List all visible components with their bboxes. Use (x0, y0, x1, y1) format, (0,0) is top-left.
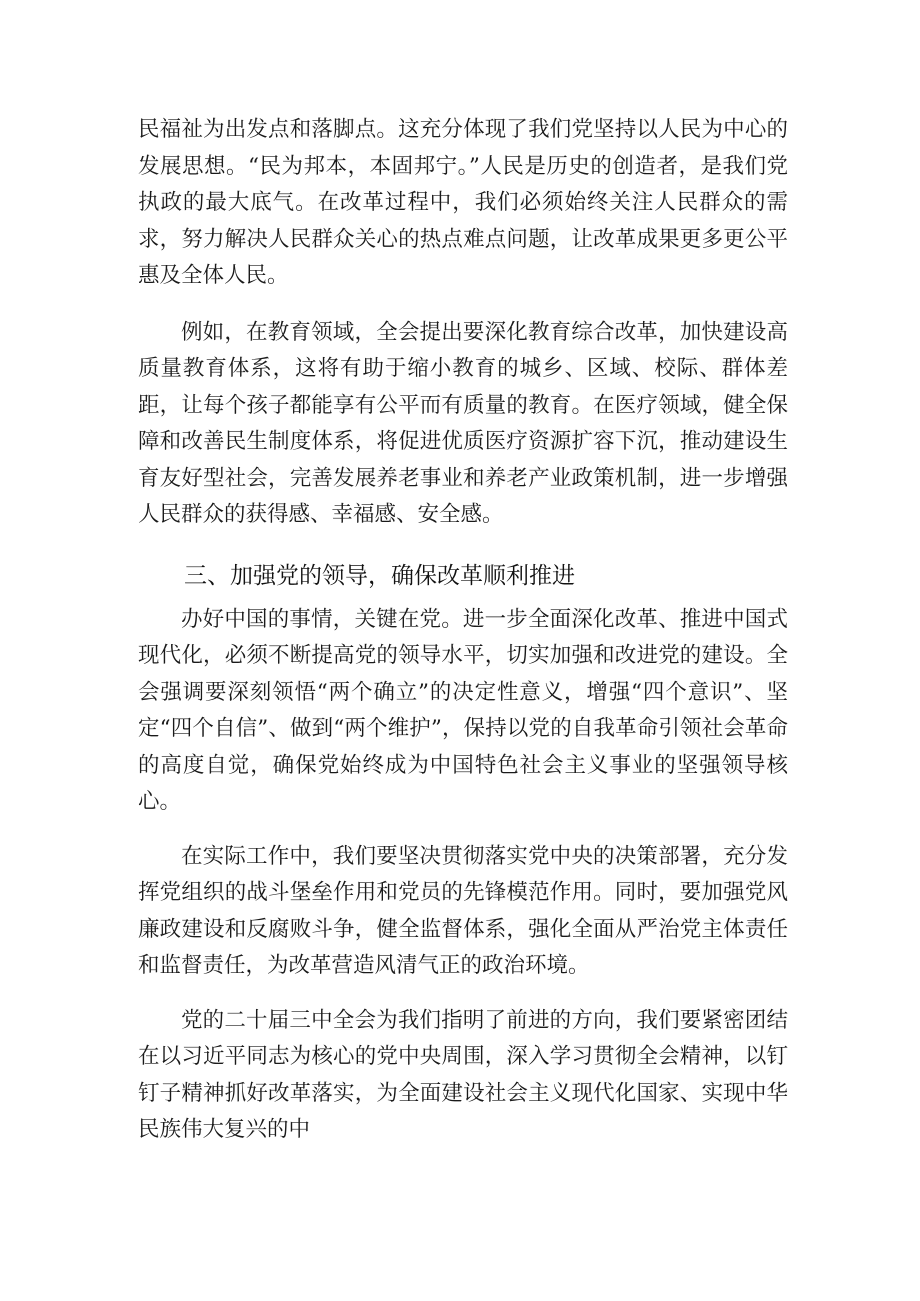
paragraph-practical-work: 在实际工作中，我们要坚决贯彻落实党中央的决策部署，充分发挥党组织的战斗堡垒作用和党员的先锋模范作用。同时，要加强党风廉政建设和反腐败斗争，健全监督体系，强化全面从严治党主体责任和监督责任，为改革营造风清气正的政治环境。 (138, 843, 788, 978)
section-heading: 三、加强党的领导，确保改革顺利推进 (184, 562, 575, 589)
paragraph-education-healthcare: 例如，在教育领域，全会提出要深化教育综合改革，加快建设高质量教育体系，这将有助于缩小教育的城乡、区域、校际、群体差距，让每个孩子都能享有公平而有质量的教育。在医疗领域，健全保障和改善民生制度体系，将促进优质医疗资源扩容下沉，推动建设生育友好型社会，完善发展养老事业和养老产业政策机制，进一步增强人民群众的获得感、幸福感、安全感。 (138, 319, 788, 527)
paragraph-people-centered: 民福祉为出发点和落脚点。这充分体现了我们党坚持以人民为中心的发展思想。“民为邦本，本固邦宁。”人民是历史的创造者，是我们党执政的最大底气。在改革过程中，我们必须始终关注人民群众的需求，努力解决人民群众关心的热点难点问题，让改革成果更多更公平惠及全体人民。 (138, 117, 788, 288)
paragraph-party-leadership: 办好中国的事情，关键在党。进一步全面深化改革、推进中国式现代化，必须不断提高党的领导水平，切实加强和改进党的建设。全会强调要深刻领悟“两个确立”的决定性意义，增强“四个意识”、坚定“四个自信”、做到“两个维护”，保持以党的自我革命引领社会革命的高度自觉，确保党始终成为中国特色社会主义事业的坚强领导核心。 (138, 606, 788, 814)
paragraph-conclusion: 党的二十届三中全会为我们指明了前进的方向，我们要紧密团结在以习近平同志为核心的党中央周围，深入学习贯彻全会精神，以钉钉子精神抓好改革落实，为全面建设社会主义现代化国家、实现中华民族伟大复兴的中 (138, 1007, 788, 1142)
document-body (138, 112, 788, 1169)
